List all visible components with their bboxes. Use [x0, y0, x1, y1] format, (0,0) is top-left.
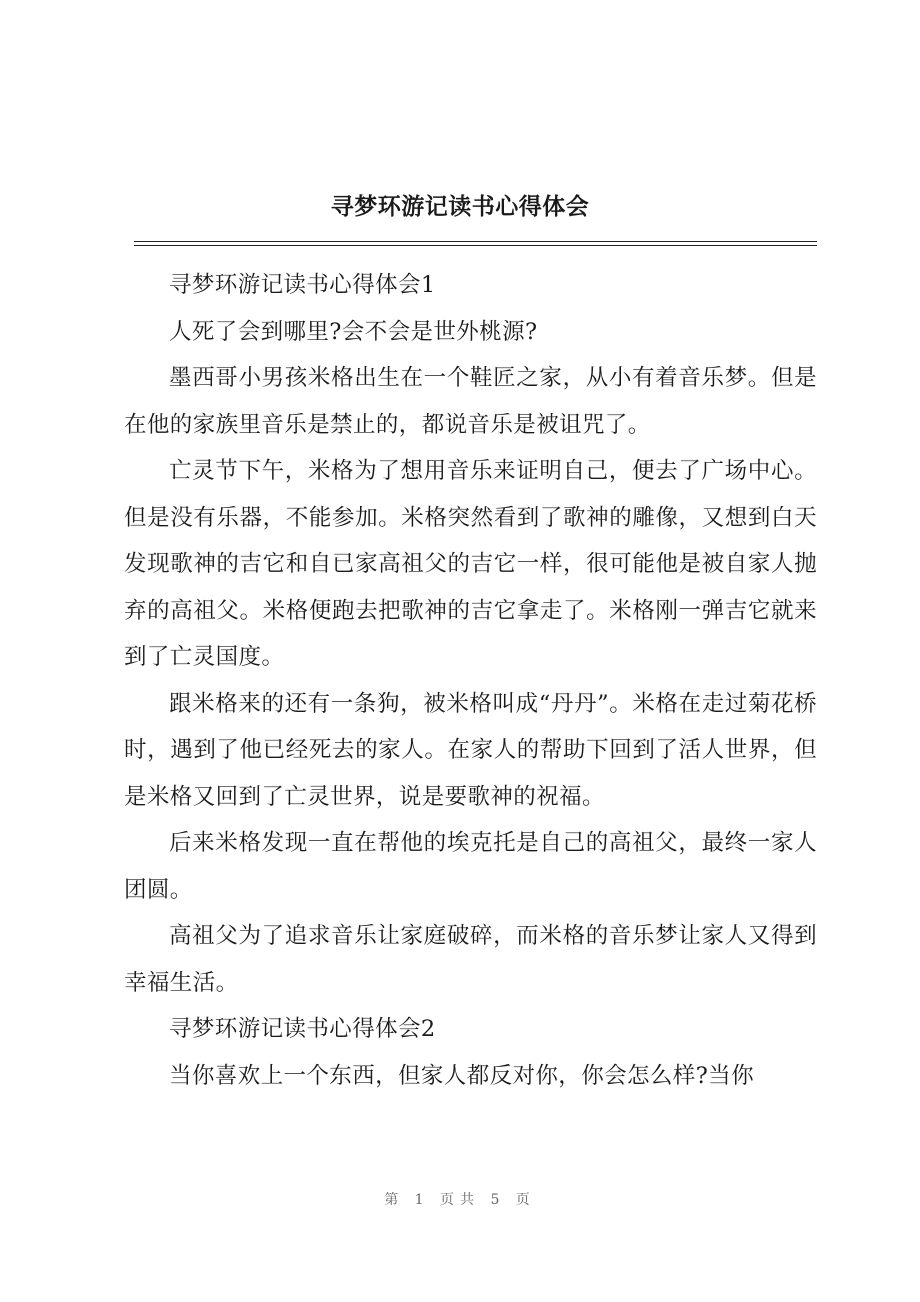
paragraph: 跟米格来的还有一条狗，被米格叫成“丹丹”。米格在走过菊花桥时，遇到了他已经死去的家人。在家人的帮助下回到了活人世界，但是米格又回到了亡灵世界，说是要歌神的祝福。 — [124, 690, 817, 810]
document-title: 寻梦环游记读书心得体会 — [330, 193, 590, 220]
section-heading-2: 寻梦环游记读书心得体会2 — [169, 1016, 436, 1042]
paragraph: 后来米格发现一直在帮他的埃克托是自己的高祖父，最终一家人团圆。 — [124, 830, 817, 903]
title-divider-bottom — [134, 245, 817, 246]
section-heading-1: 寻梦环游记读书心得体会1 — [169, 272, 436, 298]
paragraph: 当你喜欢上一个东西，但家人都反对你，你会怎么样?当你 — [169, 1062, 754, 1089]
paragraph: 亡灵节下午，米格为了想用音乐来证明自己，便去了广场中心。但是没有乐器，不能参加。米格突然看到了歌神的雕像，又想到白天发现歌神的吉它和自已家高祖父的吉它一样，很可能他是被自家人抛弃的高祖父。米格便跑去把歌神的吉它拿走了。米格刚一弹吉它就来到了亡灵国度。 — [124, 458, 817, 670]
title-divider-top — [134, 241, 817, 242]
page-footer: 第 1 页共 5 页 — [384, 1192, 536, 1208]
paragraph: 墨西哥小男孩米格出生在一个鞋匠之家，从小有着音乐梦。但是在他的家族里音乐是禁止的，都说音乐是被诅咒了。 — [124, 365, 817, 438]
document-body — [124, 262, 817, 1099]
paragraph: 人死了会到哪里?会不会是世外桃源? — [169, 318, 538, 345]
paragraph: 高祖父为了追求音乐让家庭破碎，而米格的音乐梦让家人又得到幸福生活。 — [124, 923, 817, 996]
